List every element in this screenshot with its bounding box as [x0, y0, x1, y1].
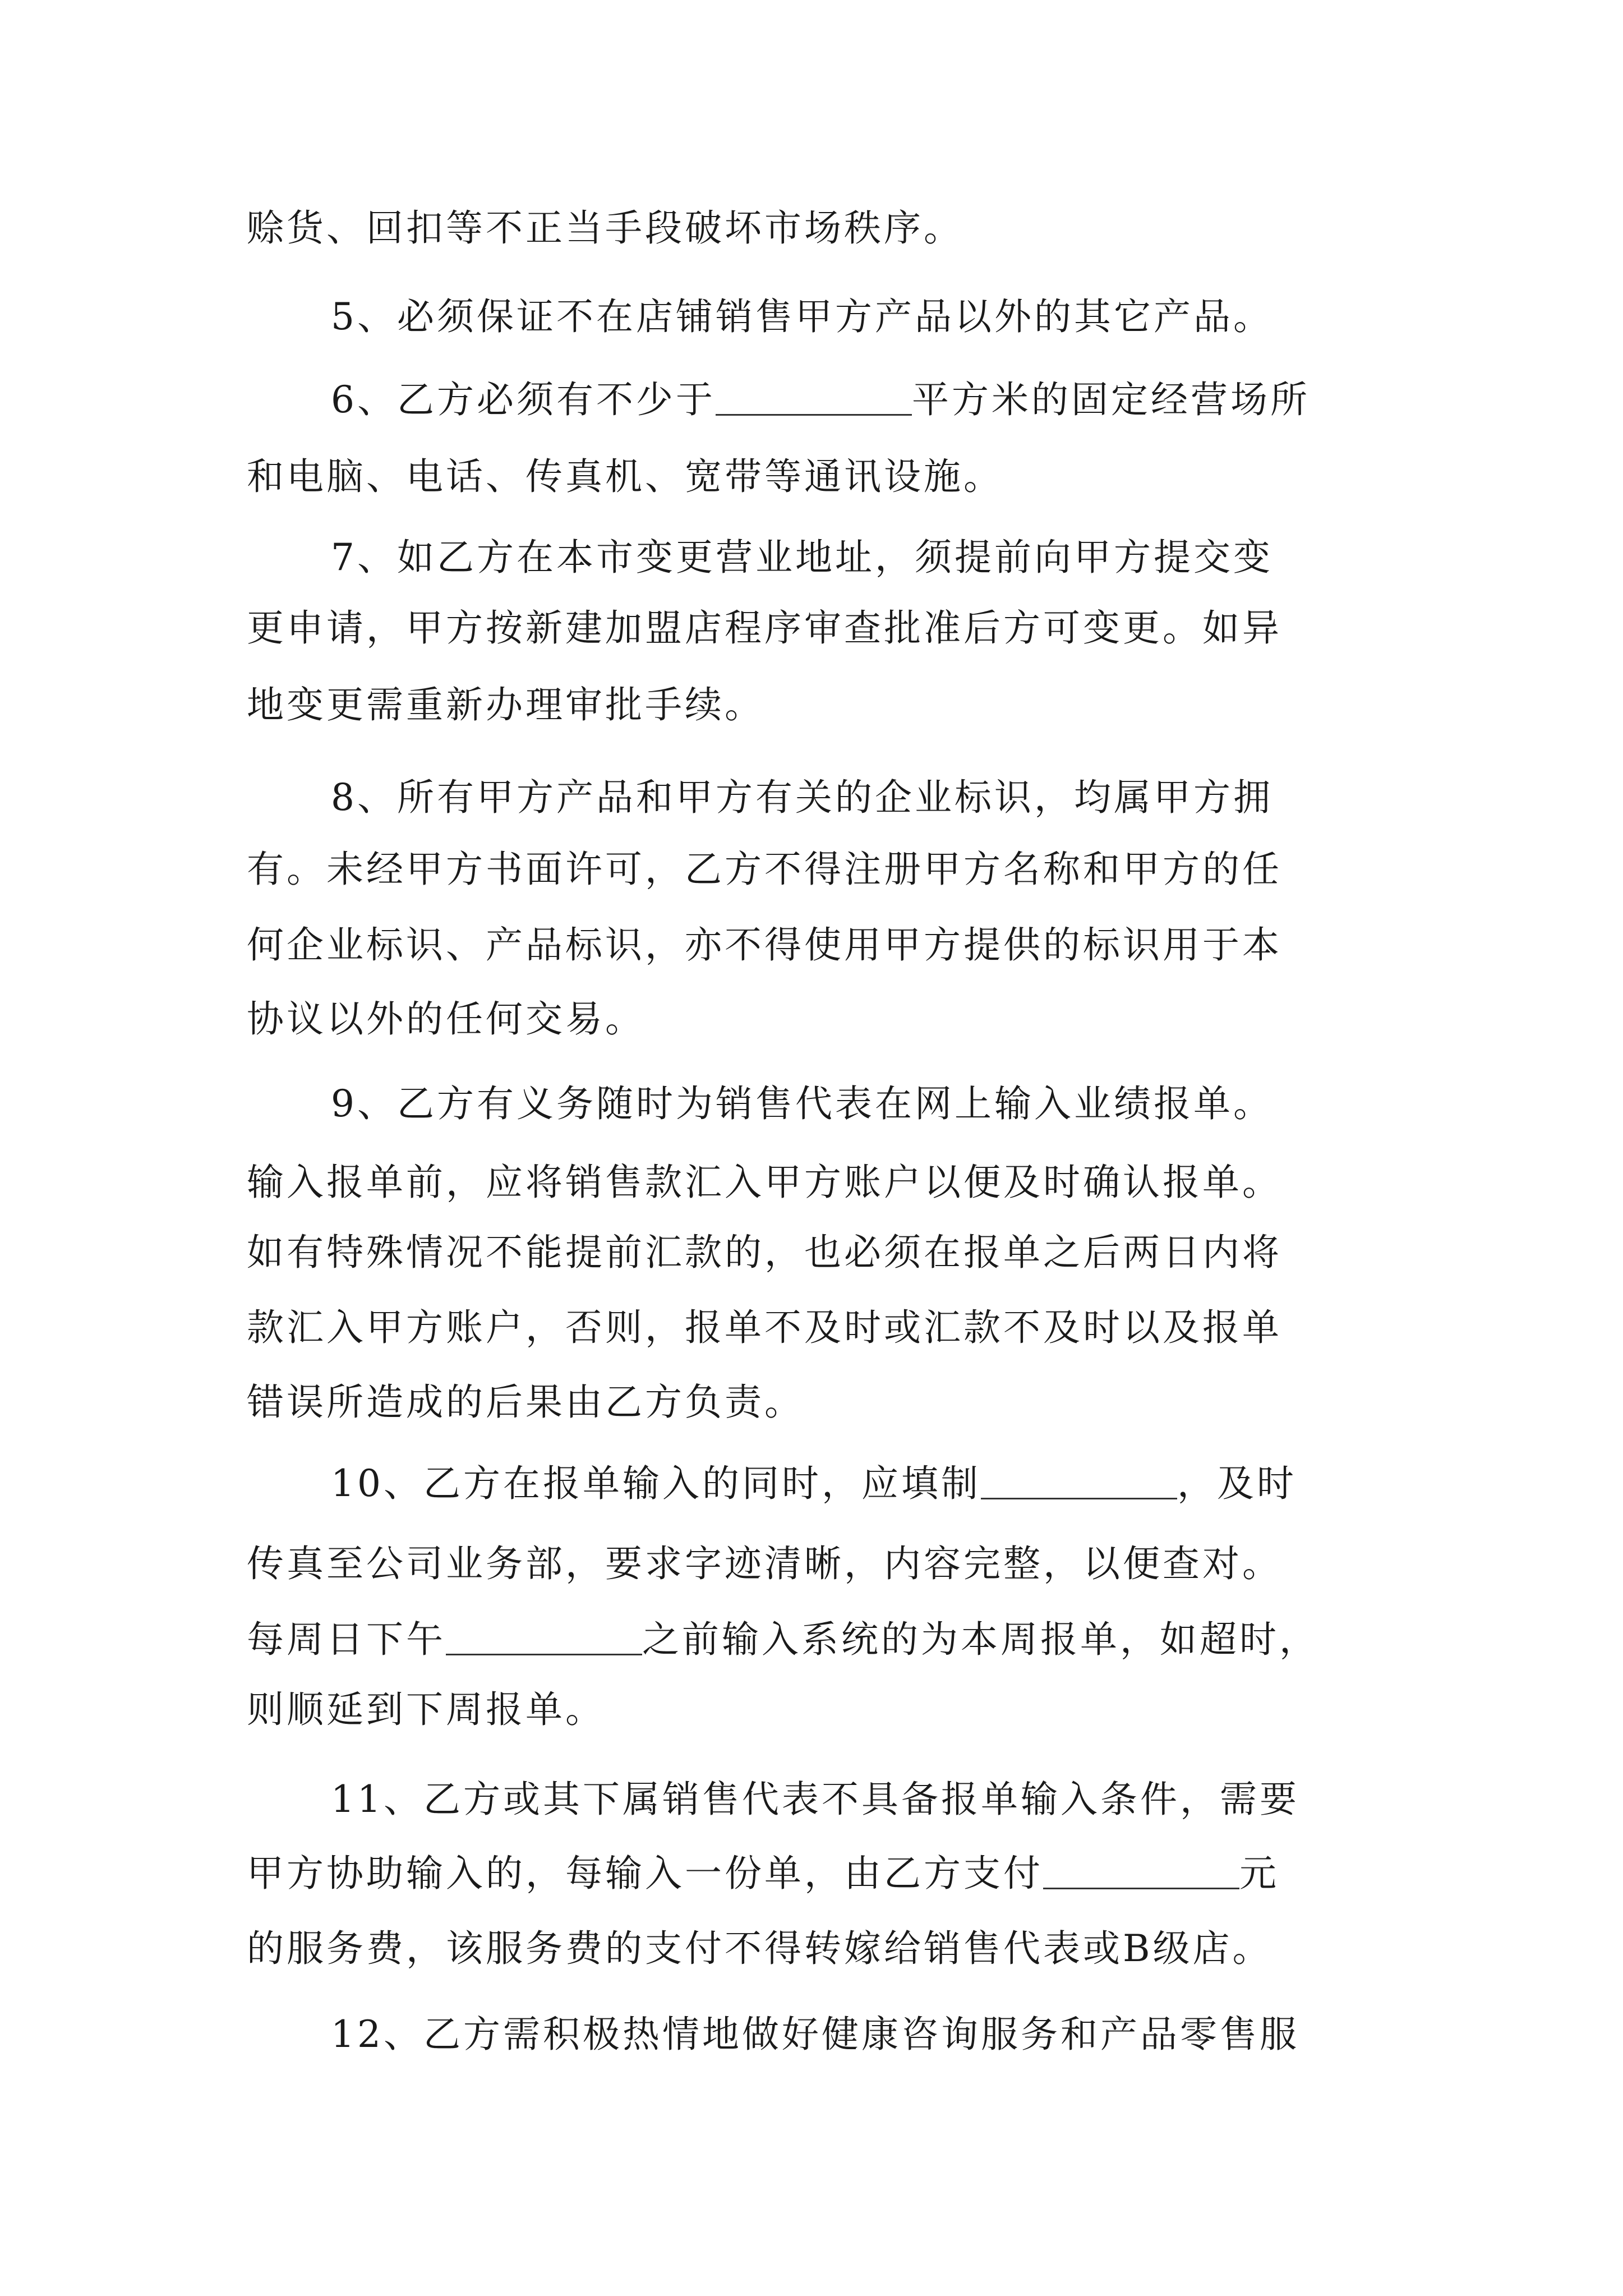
- text-line: 如有特殊情况不能提前汇款的，也必须在报单之后两日内将: [247, 1231, 1282, 1274]
- text-fragment: 平方米的固定经营场所: [912, 378, 1310, 421]
- text-line: 协议以外的任何交易。: [247, 997, 645, 1041]
- text-line: 地变更需重新办理审批手续。: [247, 683, 764, 726]
- text-fragment: 6、乙方必须有不少于: [331, 378, 716, 421]
- clause-11-line: 11、乙方或其下属销售代表不具备报单输入条件，需要: [331, 1778, 1299, 1821]
- text-fragment: 甲方协助输入的，每输入一份单，由乙方支付: [247, 1852, 1043, 1895]
- text-line: 则顺延到下周报单。: [247, 1688, 605, 1731]
- text-line: 何企业标识、产品标识，亦不得使用甲方提供的标识用于本: [247, 923, 1282, 967]
- fill-in-blank: [1043, 1851, 1239, 1889]
- text-line: 有。未经甲方书面许可，乙方不得注册甲方名称和甲方的任: [247, 848, 1282, 891]
- clause-10-line: [331, 1453, 1385, 1515]
- text-line: 的服务费，该服务费的支付不得转嫁给销售代表或B级店。: [247, 1927, 1272, 1970]
- text-line: 更申请，甲方按新建加盟店程序审查批准后方可变更。如异: [247, 606, 1282, 650]
- fill-in-blank: [716, 377, 912, 416]
- text-line: 输入报单前，应将销售款汇入甲方账户以便及时确认报单。: [247, 1161, 1282, 1204]
- text-fragment: 元: [1239, 1852, 1279, 1895]
- text-fragment: ，及时: [1177, 1462, 1297, 1505]
- clause-8-line: 8、所有甲方产品和甲方有关的企业标识，均属甲方拥: [331, 776, 1273, 819]
- text-line: 赊货、回扣等不正当手段破坏市场秩序。: [247, 206, 963, 250]
- text-fragment: 10、乙方在报单输入的同时，应填制: [331, 1462, 981, 1505]
- clause-7-line: 7、如乙方在本市变更营业地址，须提前向甲方提交变: [331, 536, 1273, 579]
- text-line: 和电脑、电话、传真机、宽带等通讯设施。: [247, 455, 1003, 498]
- text-line: 款汇入甲方账户，否则，报单不及时或汇款不及时以及报单: [247, 1306, 1282, 1349]
- fill-in-blank: [446, 1617, 642, 1655]
- clause-6-line: [331, 369, 1385, 431]
- text-line: 传真至公司业务部，要求字迹清晰，内容完整，以便查对。: [247, 1542, 1282, 1585]
- text-line: [247, 1609, 1385, 1671]
- fill-in-blank: [981, 1461, 1177, 1499]
- text-fragment: 每周日下午: [247, 1618, 446, 1661]
- clause-9-line: 9、乙方有义务随时为销售代表在网上输入业绩报单。: [331, 1082, 1273, 1125]
- text-line: 错误所造成的后果由乙方负责。: [247, 1381, 804, 1424]
- clause-5-line: 5、必须保证不在店铺销售甲方产品以外的其它产品。: [331, 295, 1273, 338]
- text-fragment: 之前输入系统的为本周报单，如超时，: [642, 1618, 1319, 1661]
- text-line: [247, 1843, 1385, 1904]
- clause-12-line: 12、乙方需积极热情地做好健康咨询服务和产品零售服: [331, 2013, 1299, 2056]
